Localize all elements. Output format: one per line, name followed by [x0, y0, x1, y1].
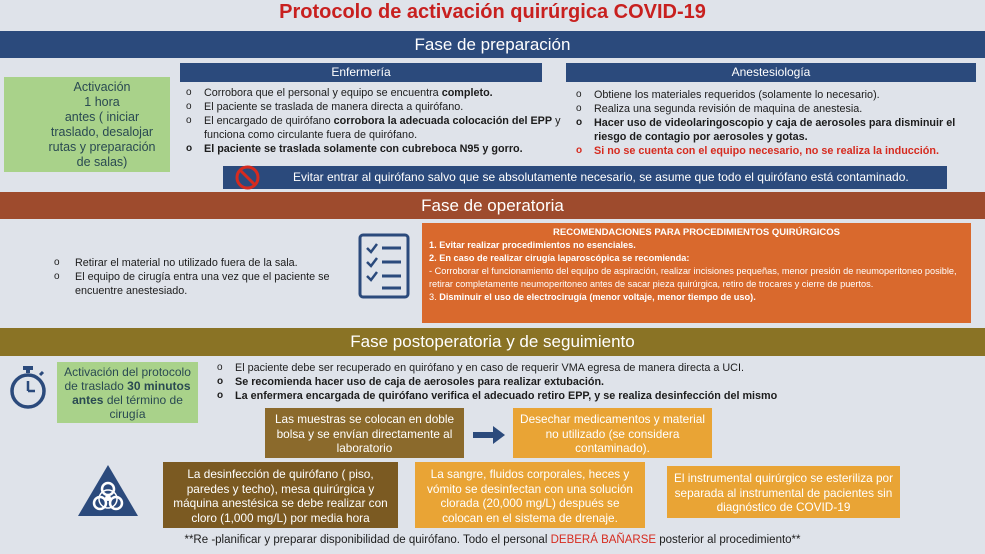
activation-line: 1 hora — [84, 95, 120, 109]
recommendation-item: 2. En caso de realizar cirugía laparoscópica se recomienda: — [429, 253, 690, 263]
stopwatch-icon — [8, 366, 48, 410]
list-item: o Realiza una segunda revisión de maquina de anestesia. — [572, 102, 967, 116]
list-item: o El paciente se traslada solamente con cubreboca N95 y gorro. — [182, 142, 564, 156]
anestesiologia-list — [572, 88, 967, 158]
list-item: o Hacer uso de videolaringoscopio y caja de aerosoles para disminuir el riesgo de contagio por aerosoles y gotas. — [572, 116, 967, 144]
list-item: o El paciente debe ser recuperado en quirófano y en caso de requerir VMA egresa de manera directa a UCI. — [213, 361, 813, 375]
anestesiologia-header: Anestesiología — [566, 63, 976, 82]
page-title: Protocolo de activación quirúrgica COVID-19 — [279, 1, 706, 23]
activation-line: rutas y preparación — [48, 140, 156, 154]
phase-header-preparation: Fase de preparación — [0, 31, 985, 58]
discard-box: Desechar medicamentos y material no utilizado (se considera contaminado). — [513, 408, 712, 458]
enfermeria-list — [182, 86, 564, 156]
list-item: o El paciente se traslada de manera directa a quirófano. — [182, 100, 564, 114]
warning-text: Evitar entrar al quirófano salvo que se absolutamente necesario, se asume que todo el quirófano está contaminado. — [293, 170, 909, 184]
enfermeria-header: Enfermería — [180, 63, 542, 82]
activation-box-preparation — [4, 77, 170, 172]
phase-header-operatoria: Fase de operatoria — [0, 192, 985, 219]
activation-line: traslado, desalojar — [50, 125, 154, 139]
activation-line: de salas) — [76, 155, 128, 169]
recommendations-box — [422, 223, 971, 323]
activation-line: Activación — [73, 80, 131, 94]
recommendations-title: RECOMENDACIONES PARA PROCEDIMIENTOS QUIRÚRGICOS — [553, 227, 840, 238]
list-item: o El equipo de cirugía entra una vez que el paciente se encuentre anestesiado. — [50, 270, 350, 298]
recommendation-item: 3. Disminuir el uso de electrocirugía (menor voltaje, menor tiempo de uso). — [429, 292, 756, 302]
list-item: o Corrobora que el personal y equipo se encuentra completo. — [182, 86, 564, 100]
recommendation-item: - Corroborar el funcionamiento del equipo de aspiración, realizar incisiones pequeñas, menor presión de neumoperitoneo posible, retirar completamente neumoperitoneo antes de sacar pieza quirúrgica, retiro de trocares y cierre de puertos. — [429, 266, 957, 289]
activation-box-postoperatoria: Activación del protocolo de traslado 30 minutos antes del término de cirugía — [57, 362, 198, 423]
phase-header-postoperatoria: Fase postoperatoria y de seguimiento — [0, 328, 985, 356]
activation-line: antes ( iniciar — [64, 110, 140, 124]
samples-box: Las muestras se colocan en doble bolsa y se envían directamente al laboratorio — [265, 408, 464, 458]
checklist-icon — [358, 233, 410, 299]
list-item: o Obtiene los materiales requeridos (solamente lo necesario). — [572, 88, 967, 102]
fluids-box: La sangre, fluidos corporales, heces y vómito se desinfectan con una solución clorada (20,000 mg/L) después se colocan en el sistema de drenaje. — [415, 462, 645, 528]
list-item: o Se recomienda hacer uso de caja de aerosoles para realizar extubación. — [213, 375, 813, 389]
list-item: o Si no se cuenta con el equipo necesario, no se realiza la inducción. — [572, 144, 967, 158]
operatoria-list — [50, 256, 350, 298]
no-entry-icon — [235, 165, 260, 190]
list-item: o El encargado de quirófano corrobora la adecuada colocación del EPP y funciona como circulante fuera de quirófano. — [182, 114, 564, 142]
list-item: o Retirar el material no utilizado fuera de la sala. — [50, 256, 350, 270]
postoperatoria-list — [213, 361, 813, 403]
footer-note: **Re -planificar y preparar disponibilidad de quirófano. Todo el personal DEBERÁ BAÑARSE posterior al procedimiento** — [184, 534, 801, 546]
disinfection-box: La desinfección de quirófano ( piso, paredes y techo), mesa quirúrgica y máquina anestésica se debe realizar con cloro (1,000 mg/L) por media hora — [163, 462, 398, 528]
recommendation-item: 1. Evitar realizar procedimientos no esenciales. — [429, 240, 636, 250]
biohazard-icon — [76, 462, 140, 518]
arrow-right-icon — [471, 424, 507, 446]
instruments-box: El instrumental quirúrgico se esteriliza por separada al instrumental de pacientes sin diagnóstico de COVID-19 — [667, 466, 900, 518]
list-item: o La enfermera encargada de quirófano verifica el adecuado retiro EPP, y se realiza desinfección del mismo — [213, 389, 813, 403]
warning-banner — [223, 166, 947, 189]
